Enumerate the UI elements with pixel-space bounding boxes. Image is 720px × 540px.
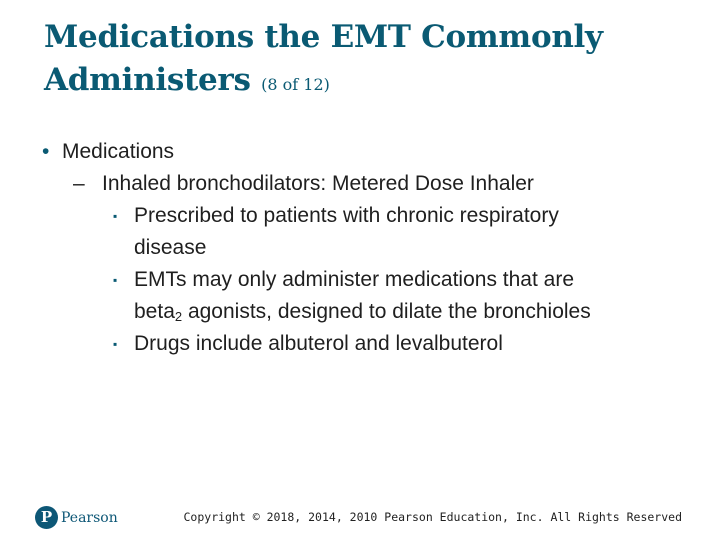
bullet-dot-icon: • — [42, 140, 50, 163]
bullet-text: Prescribed to patients with chronic respiratory — [134, 204, 559, 227]
bullet-level3 — [40, 264, 680, 296]
bullet-text-suffix: agonists, designed to dilate the bronchioles — [182, 300, 591, 323]
bullet-level3-continuation — [40, 296, 680, 328]
pearson-logo-icon — [35, 506, 119, 530]
copyright-notice: Copyright © 2018, 2014, 2010 Pearson Education, Inc. All Rights Reserved — [183, 510, 682, 524]
bullet-text: Inhaled bronchodilators: Metered Dose Inhaler — [102, 172, 534, 195]
subscript: 2 — [174, 309, 183, 324]
bullet-text: Medications — [62, 140, 175, 163]
bullet-dash-icon: – — [73, 172, 85, 195]
bullet-level3 — [40, 200, 680, 232]
bullet-text: EMTs may only administer medications that are — [134, 268, 575, 291]
bullet-level3-continuation — [40, 232, 680, 264]
bullet-square-icon: ▪ — [113, 273, 118, 287]
bullet-square-icon: ▪ — [113, 337, 118, 351]
slide-title — [44, 16, 684, 106]
slide-title-main: Medications the EMT Commonly Administers — [44, 19, 603, 98]
bullet-level3 — [40, 328, 680, 360]
bullet-square-icon: ▪ — [113, 209, 118, 223]
bullet-text-prefix: beta — [134, 300, 175, 323]
slide-title-counter: (8 of 12) — [261, 75, 330, 94]
bullet-level1 — [40, 136, 680, 168]
bullet-text: disease — [134, 236, 207, 259]
logo-circle: P — [35, 506, 58, 529]
bullet-level2 — [40, 168, 680, 200]
bullet-list — [40, 136, 680, 360]
bullet-text: Drugs include albuterol and levalbuterol — [134, 332, 503, 355]
slide-footer — [0, 500, 720, 536]
logo-wordmark: Pearson — [61, 510, 118, 526]
